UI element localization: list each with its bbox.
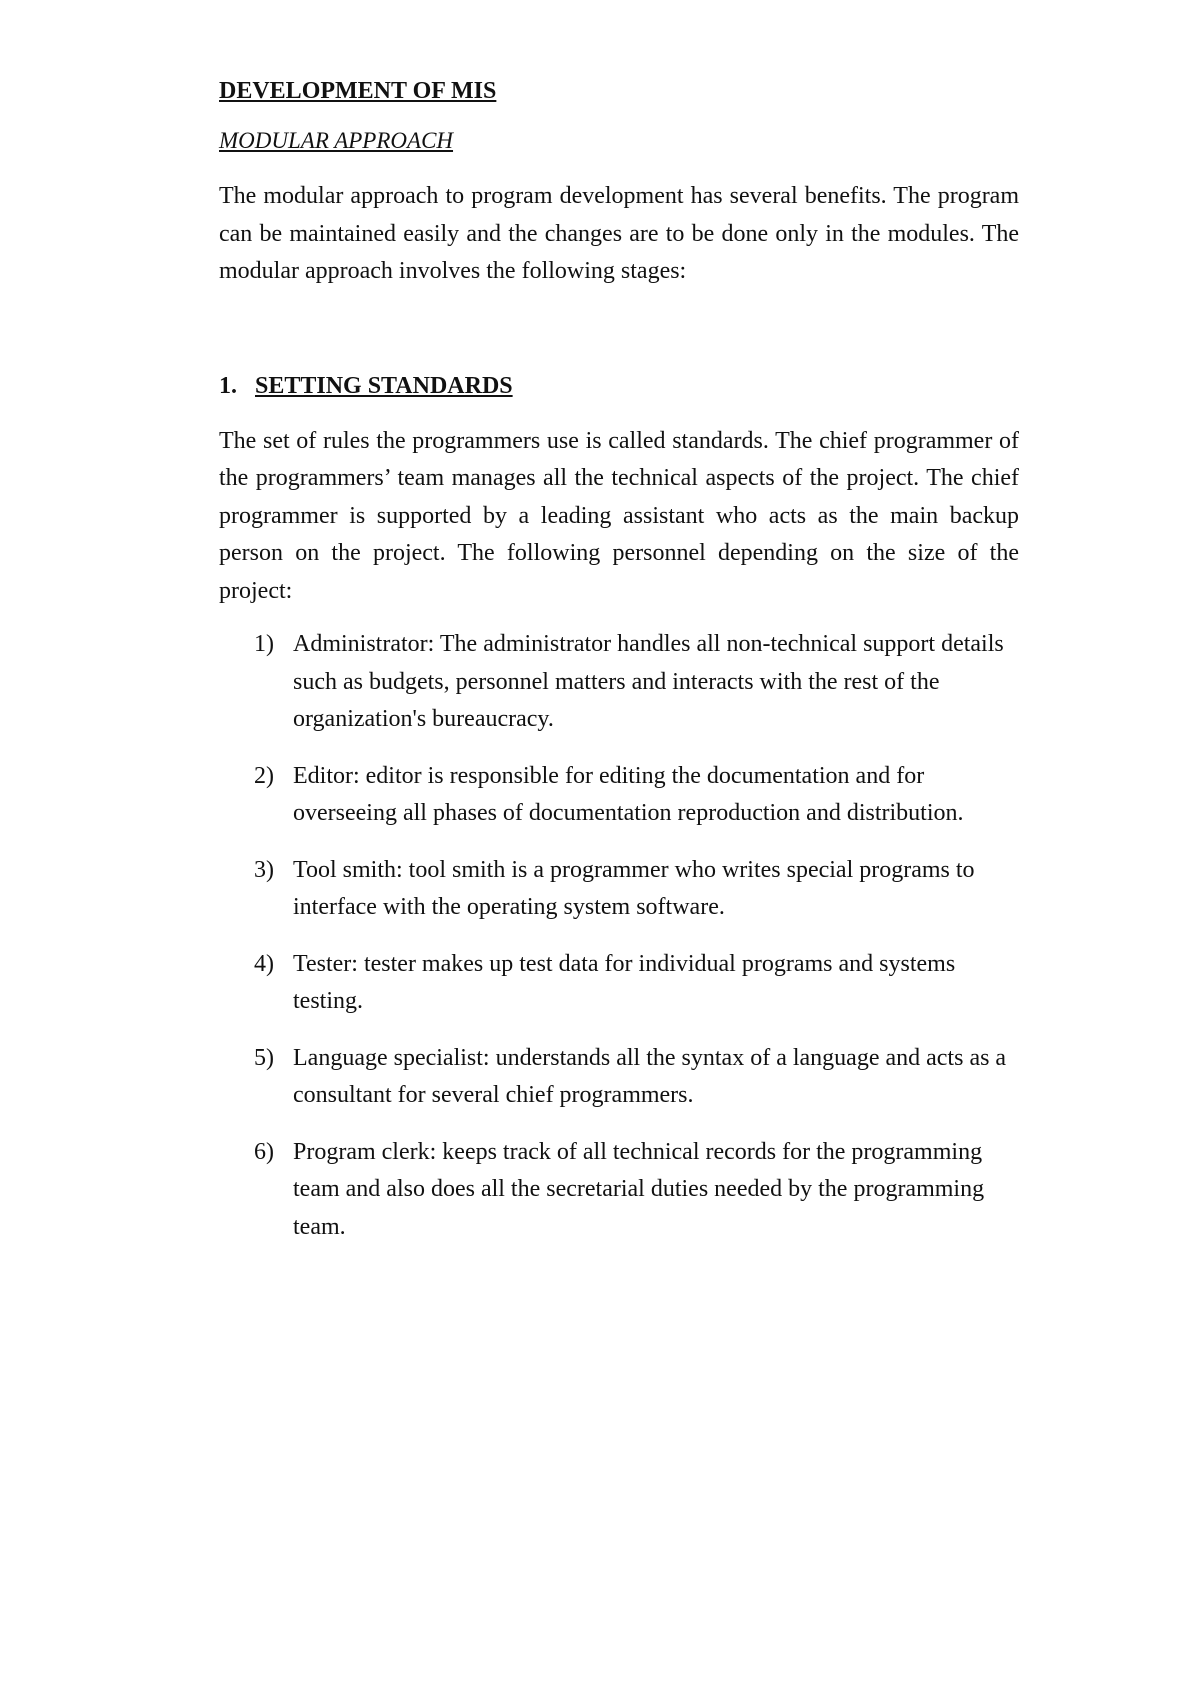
list-marker: 5): [254, 1044, 274, 1071]
personnel-list: [219, 626, 1019, 1246]
document-page: [219, 72, 1019, 1265]
list-item: [219, 1134, 1019, 1247]
list-item: [219, 852, 1019, 927]
intro-paragraph: The modular approach to program development has several benefits. The program can be maintained easily and the changes are to be done only in the modules. The modular approach involves the following stages:: [219, 183, 1019, 284]
standards-paragraph: The set of rules the programmers use is called standards. The chief programmer of the programmers’ team manages all the technical aspects of the project. The chief programmer is supported by a leading assistant who acts as the main backup person on the project. The following personnel depending on the size of the project:: [219, 427, 1019, 604]
list-marker: 1): [254, 631, 274, 657]
section-heading: [219, 367, 1019, 405]
section-number: 1.: [219, 372, 237, 399]
list-item: [219, 626, 1019, 739]
list-item-text: Tool smith: tool smith is a programmer who writes special programs to interface with the operating system software.: [293, 856, 975, 920]
list-marker: 6): [254, 1138, 274, 1165]
section-heading-label: SETTING STANDARDS: [255, 372, 513, 399]
list-marker: 3): [254, 856, 274, 883]
page-title: DEVELOPMENT OF MIS: [219, 78, 497, 104]
list-marker: 4): [254, 950, 274, 977]
list-item-text: Program clerk: keeps track of all technical records for the programming team and also does all the secretarial duties needed by the programming team.: [293, 1138, 985, 1240]
page-subtitle: MODULAR APPROACH: [219, 128, 454, 153]
list-marker: 2): [254, 762, 274, 789]
list-item: [219, 758, 1019, 833]
list-item-text: Language specialist: understands all the syntax of a language and acts as a consultant for several chief programmers.: [293, 1044, 1007, 1108]
list-item-text: Administrator: The administrator handles all non-technical support details such as budgets, personnel matters and interacts with the rest of the organization's bureaucracy.: [293, 631, 1004, 732]
list-item-text: Editor: editor is responsible for editing the documentation and for overseeing all phases of documentation reproduction and distribution.: [293, 762, 964, 826]
list-item-text: Tester: tester makes up test data for individual programs and systems testing.: [293, 950, 956, 1014]
list-item: [219, 946, 1019, 1021]
list-item: [219, 1040, 1019, 1115]
